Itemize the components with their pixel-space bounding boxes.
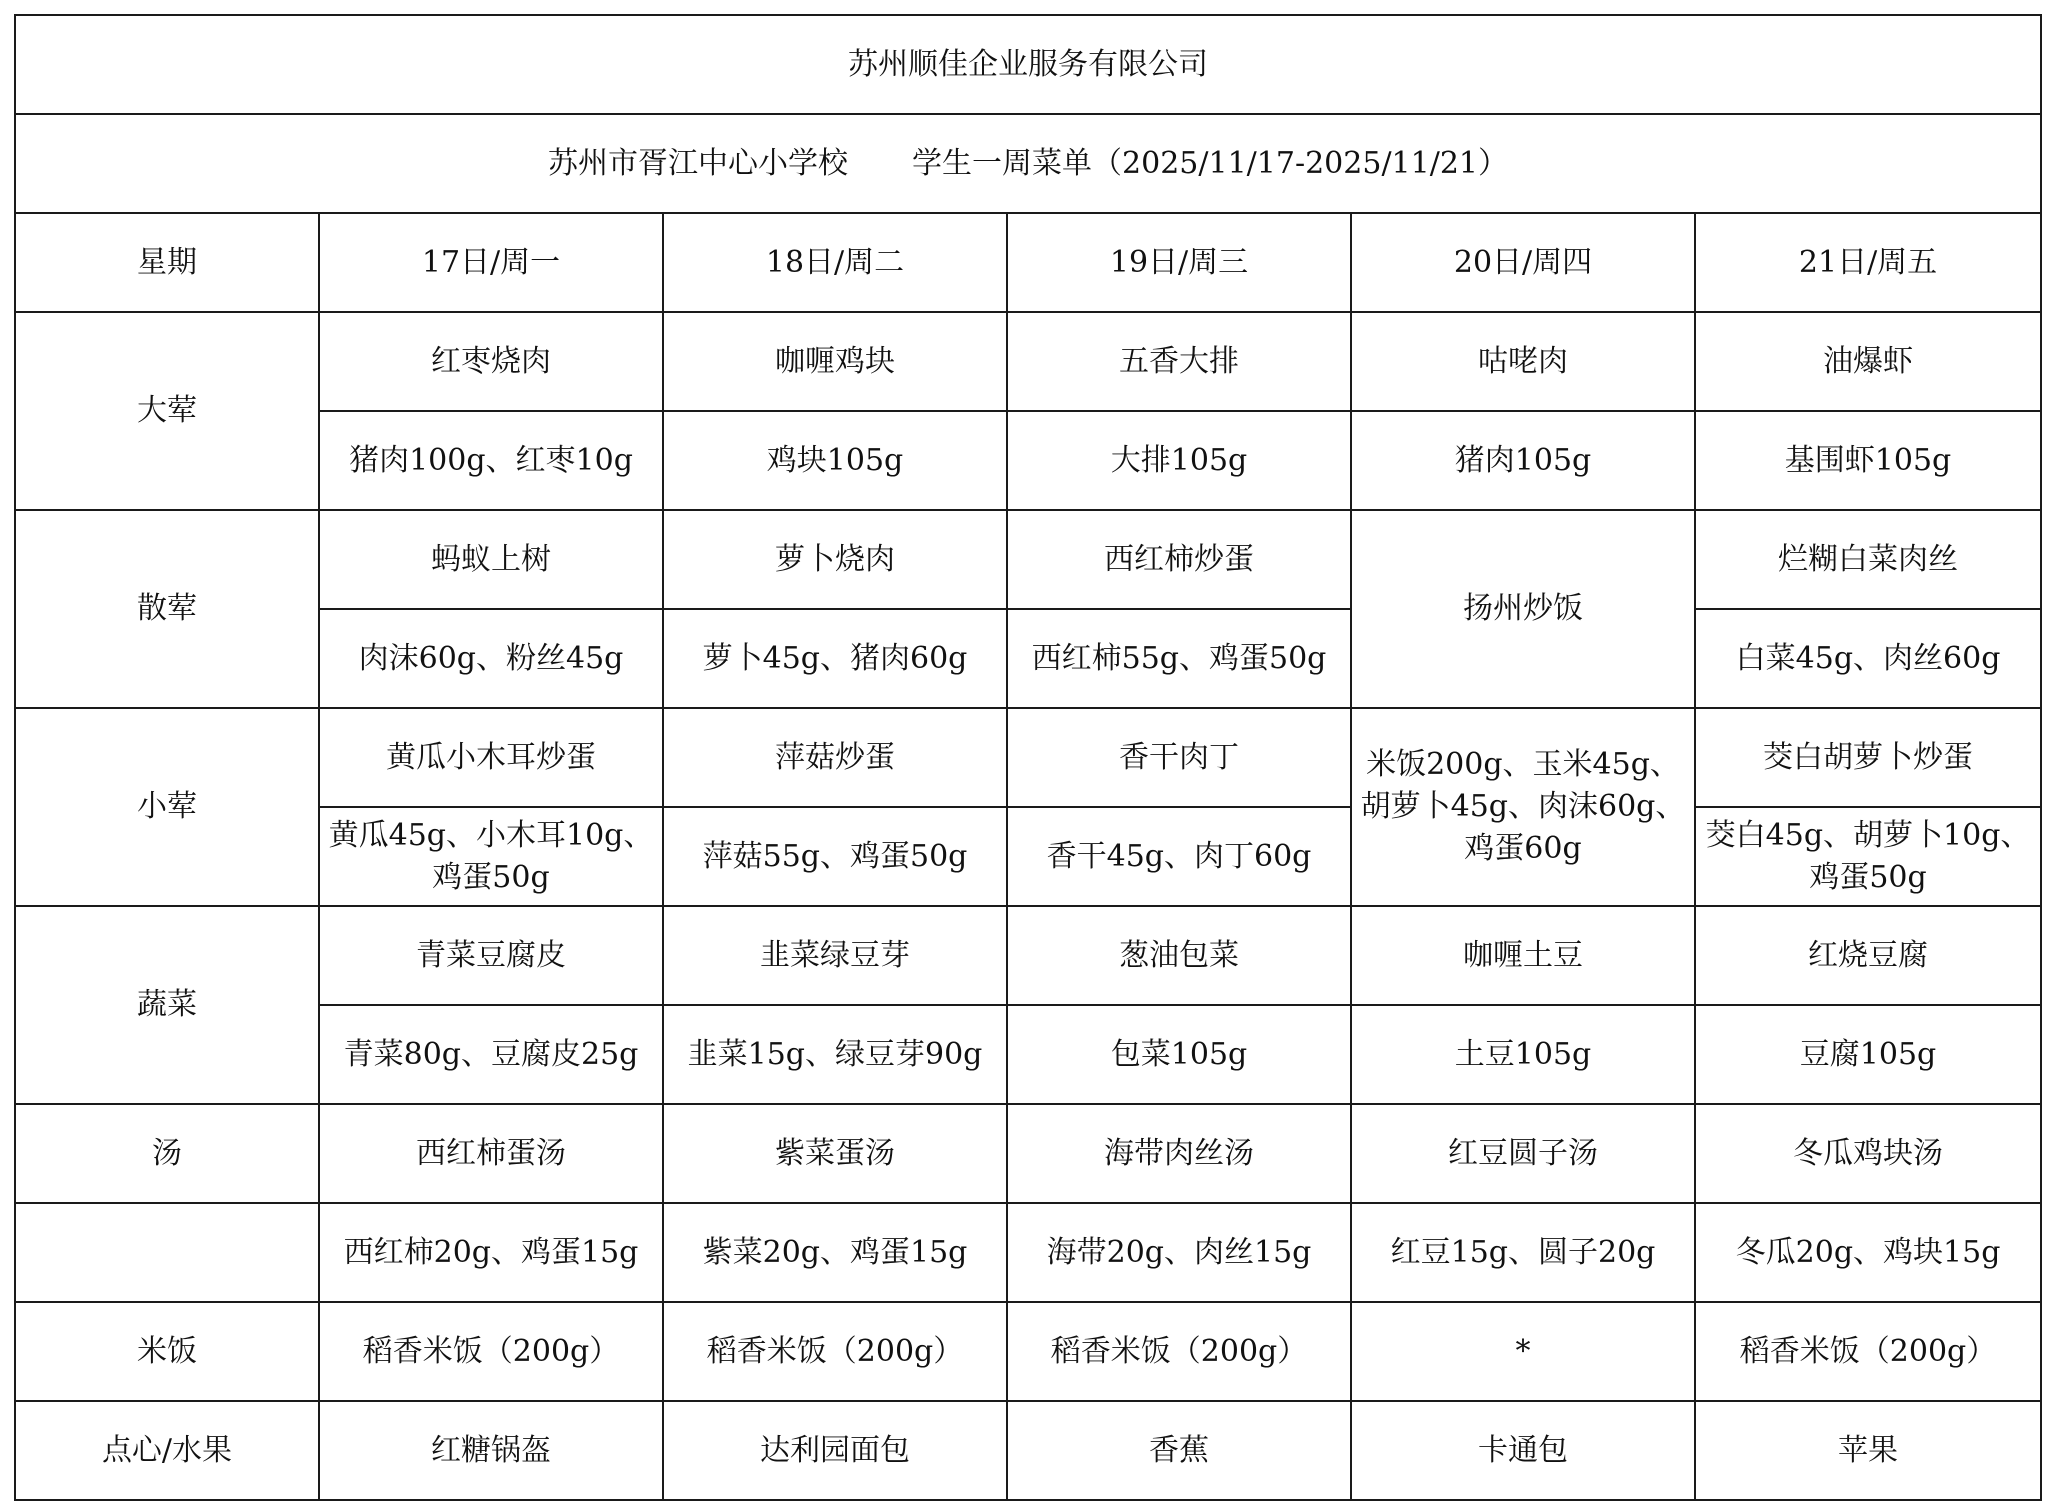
ingredient-cell: 茭白45g、胡萝卜10g、鸡蛋50g [1695,807,2041,906]
dish-cell: 葱油包菜 [1007,906,1351,1005]
dish-cell: 紫菜蛋汤 [663,1104,1007,1203]
company-title: 苏州顺佳企业服务有限公司 [15,15,2041,114]
dish-cell: 油爆虾 [1695,312,2041,411]
ingredient-cell: 黄瓜45g、小木耳10g、鸡蛋50g [319,807,663,906]
ingredient-cell: 冬瓜20g、鸡块15g [1695,1203,2041,1302]
ingredient-cell: 土豆105g [1351,1005,1695,1104]
dish-cell: 红烧豆腐 [1695,906,2041,1005]
ingredient-cell: 基围虾105g [1695,411,2041,510]
dish-cell: 红枣烧肉 [319,312,663,411]
ingredient-cell: 肉沫60g、粉丝45g [319,609,663,708]
dish-cell: 茭白胡萝卜炒蛋 [1695,708,2041,807]
rice-cell: * [1351,1302,1695,1401]
ingredient-cell: 包菜105g [1007,1005,1351,1104]
day-header: 20日/周四 [1351,213,1695,312]
rice-cell: 稻香米饭（200g） [319,1302,663,1401]
dish-cell: 冬瓜鸡块汤 [1695,1104,2041,1203]
category-label-xiaohun: 小荤 [15,708,319,906]
day-header: 19日/周三 [1007,213,1351,312]
weekday-label: 星期 [15,213,319,312]
snack-cell: 苹果 [1695,1401,2041,1500]
ingredient-cell: 西红柿55g、鸡蛋50g [1007,609,1351,708]
dish-cell: 黄瓜小木耳炒蛋 [319,708,663,807]
dish-cell: 五香大排 [1007,312,1351,411]
table-row [15,510,2041,609]
table-row [15,312,2041,411]
dish-cell: 青菜豆腐皮 [319,906,663,1005]
dish-cell: 烂糊白菜肉丝 [1695,510,2041,609]
ingredient-cell-merged: 米饭200g、玉米45g、胡萝卜45g、肉沫60g、鸡蛋60g [1351,708,1695,906]
ingredient-cell: 萍菇55g、鸡蛋50g [663,807,1007,906]
ingredient-cell: 白菜45g、肉丝60g [1695,609,2041,708]
dish-cell: 蚂蚁上树 [319,510,663,609]
table-row [15,1302,2041,1401]
table-row [15,1104,2041,1203]
category-label-dahun: 大荤 [15,312,319,510]
ingredient-cell: 猪肉105g [1351,411,1695,510]
weekly-menu-table [14,14,2042,1501]
snack-cell: 红糖锅盔 [319,1401,663,1500]
dish-cell: 萍菇炒蛋 [663,708,1007,807]
table-row [15,708,2041,807]
day-header: 18日/周二 [663,213,1007,312]
dish-cell: 海带肉丝汤 [1007,1104,1351,1203]
ingredient-cell: 红豆15g、圆子20g [1351,1203,1695,1302]
menu-period-title: 学生一周菜单（2025/11/17-2025/11/21） [912,145,1509,181]
table-row [15,807,2041,906]
rice-cell: 稻香米饭（200g） [663,1302,1007,1401]
dish-cell: 香干肉丁 [1007,708,1351,807]
rice-cell: 稻香米饭（200g） [1695,1302,2041,1401]
category-label-dianxin: 点心/水果 [15,1401,319,1500]
dish-cell: 咖喱鸡块 [663,312,1007,411]
table-row [15,609,2041,708]
table-row [15,1401,2041,1500]
snack-cell: 香蕉 [1007,1401,1351,1500]
day-header: 17日/周一 [319,213,663,312]
ingredient-cell: 香干45g、肉丁60g [1007,807,1351,906]
category-label-tang: 汤 [15,1104,319,1203]
header-row [15,213,2041,312]
category-label-sanhun: 散荤 [15,510,319,708]
ingredient-cell: 紫菜20g、鸡蛋15g [663,1203,1007,1302]
ingredient-cell: 青菜80g、豆腐皮25g [319,1005,663,1104]
ingredient-cell: 猪肉100g、红枣10g [319,411,663,510]
dish-cell-merged: 扬州炒饭 [1351,510,1695,708]
dish-cell: 咖喱土豆 [1351,906,1695,1005]
ingredient-cell: 豆腐105g [1695,1005,2041,1104]
snack-cell: 卡通包 [1351,1401,1695,1500]
dish-cell: 韭菜绿豆芽 [663,906,1007,1005]
snack-cell: 达利园面包 [663,1401,1007,1500]
empty-label-cell [15,1203,319,1302]
ingredient-cell: 海带20g、肉丝15g [1007,1203,1351,1302]
dish-cell: 西红柿蛋汤 [319,1104,663,1203]
rice-cell: 稻香米饭（200g） [1007,1302,1351,1401]
dish-cell: 西红柿炒蛋 [1007,510,1351,609]
ingredient-cell: 大排105g [1007,411,1351,510]
dish-cell: 红豆圆子汤 [1351,1104,1695,1203]
day-header: 21日/周五 [1695,213,2041,312]
dish-cell: 咕咾肉 [1351,312,1695,411]
menu-subtitle [15,114,2041,213]
school-name: 苏州市胥江中心小学校 [548,145,849,181]
ingredient-cell: 鸡块105g [663,411,1007,510]
ingredient-cell: 西红柿20g、鸡蛋15g [319,1203,663,1302]
ingredient-cell: 韭菜15g、绿豆芽90g [663,1005,1007,1104]
category-label-shucai: 蔬菜 [15,906,319,1104]
table-row [15,411,2041,510]
table-row [15,1005,2041,1104]
table-row [15,906,2041,1005]
category-label-mifan: 米饭 [15,1302,319,1401]
dish-cell: 萝卜烧肉 [663,510,1007,609]
table-row [15,1203,2041,1302]
ingredient-cell: 萝卜45g、猪肉60g [663,609,1007,708]
